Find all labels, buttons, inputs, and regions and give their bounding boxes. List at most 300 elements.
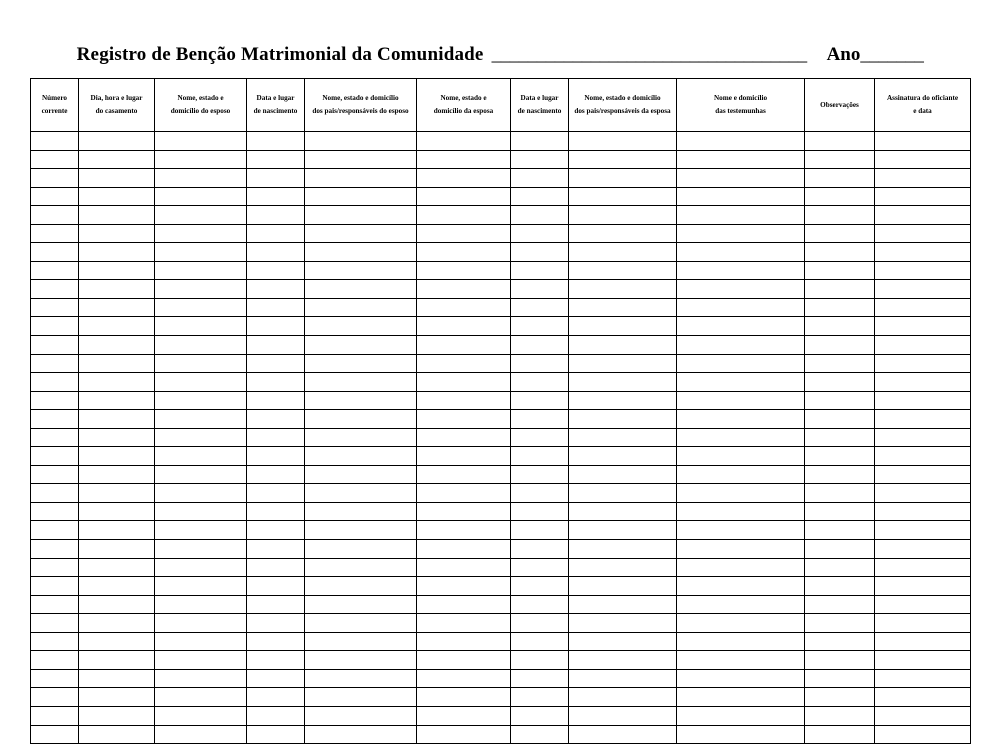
- cell-data-lugar-nascimento-esposo[interactable]: [247, 614, 305, 633]
- cell-dia-hora-lugar-casamento[interactable]: [79, 614, 155, 633]
- cell-numero-corrente[interactable]: [31, 725, 79, 744]
- cell-dia-hora-lugar-casamento[interactable]: [79, 521, 155, 540]
- cell-data-lugar-nascimento-esposo[interactable]: [247, 187, 305, 206]
- cell-nome-domicilio-testemunhas[interactable]: [677, 336, 805, 355]
- cell-nome-estado-domicilio-esposo[interactable]: [155, 669, 247, 688]
- cell-pais-responsaveis-esposa[interactable]: [569, 298, 677, 317]
- cell-assinatura-oficiante-data[interactable]: [875, 465, 971, 484]
- cell-data-lugar-nascimento-esposo[interactable]: [247, 577, 305, 596]
- cell-data-lugar-nascimento-esposo[interactable]: [247, 558, 305, 577]
- cell-nome-domicilio-testemunhas[interactable]: [677, 132, 805, 151]
- cell-data-lugar-nascimento-esposa[interactable]: [511, 150, 569, 169]
- cell-pais-responsaveis-esposa[interactable]: [569, 651, 677, 670]
- cell-observacoes[interactable]: [805, 651, 875, 670]
- cell-dia-hora-lugar-casamento[interactable]: [79, 558, 155, 577]
- cell-pais-responsaveis-esposo[interactable]: [305, 447, 417, 466]
- cell-dia-hora-lugar-casamento[interactable]: [79, 651, 155, 670]
- cell-pais-responsaveis-esposa[interactable]: [569, 447, 677, 466]
- cell-dia-hora-lugar-casamento[interactable]: [79, 688, 155, 707]
- cell-assinatura-oficiante-data[interactable]: [875, 261, 971, 280]
- cell-observacoes[interactable]: [805, 243, 875, 262]
- cell-nome-estado-domicilio-esposa[interactable]: [417, 354, 511, 373]
- cell-pais-responsaveis-esposa[interactable]: [569, 540, 677, 559]
- cell-dia-hora-lugar-casamento[interactable]: [79, 428, 155, 447]
- cell-pais-responsaveis-esposo[interactable]: [305, 428, 417, 447]
- cell-observacoes[interactable]: [805, 632, 875, 651]
- cell-nome-estado-domicilio-esposa[interactable]: [417, 410, 511, 429]
- cell-assinatura-oficiante-data[interactable]: [875, 669, 971, 688]
- cell-dia-hora-lugar-casamento[interactable]: [79, 632, 155, 651]
- cell-numero-corrente[interactable]: [31, 224, 79, 243]
- cell-assinatura-oficiante-data[interactable]: [875, 688, 971, 707]
- cell-dia-hora-lugar-casamento[interactable]: [79, 577, 155, 596]
- cell-numero-corrente[interactable]: [31, 187, 79, 206]
- cell-assinatura-oficiante-data[interactable]: [875, 354, 971, 373]
- cell-numero-corrente[interactable]: [31, 391, 79, 410]
- cell-nome-estado-domicilio-esposa[interactable]: [417, 391, 511, 410]
- cell-observacoes[interactable]: [805, 187, 875, 206]
- cell-observacoes[interactable]: [805, 206, 875, 225]
- cell-data-lugar-nascimento-esposo[interactable]: [247, 632, 305, 651]
- cell-data-lugar-nascimento-esposo[interactable]: [247, 651, 305, 670]
- cell-pais-responsaveis-esposa[interactable]: [569, 206, 677, 225]
- cell-data-lugar-nascimento-esposa[interactable]: [511, 132, 569, 151]
- cell-nome-domicilio-testemunhas[interactable]: [677, 428, 805, 447]
- cell-numero-corrente[interactable]: [31, 632, 79, 651]
- cell-numero-corrente[interactable]: [31, 336, 79, 355]
- cell-nome-domicilio-testemunhas[interactable]: [677, 373, 805, 392]
- cell-numero-corrente[interactable]: [31, 373, 79, 392]
- cell-observacoes[interactable]: [805, 614, 875, 633]
- cell-pais-responsaveis-esposo[interactable]: [305, 206, 417, 225]
- cell-nome-estado-domicilio-esposa[interactable]: [417, 651, 511, 670]
- cell-nome-domicilio-testemunhas[interactable]: [677, 243, 805, 262]
- cell-nome-estado-domicilio-esposa[interactable]: [417, 465, 511, 484]
- cell-nome-estado-domicilio-esposo[interactable]: [155, 688, 247, 707]
- cell-pais-responsaveis-esposo[interactable]: [305, 187, 417, 206]
- cell-data-lugar-nascimento-esposa[interactable]: [511, 317, 569, 336]
- cell-data-lugar-nascimento-esposa[interactable]: [511, 502, 569, 521]
- cell-dia-hora-lugar-casamento[interactable]: [79, 391, 155, 410]
- cell-data-lugar-nascimento-esposa[interactable]: [511, 354, 569, 373]
- cell-nome-domicilio-testemunhas[interactable]: [677, 410, 805, 429]
- cell-nome-estado-domicilio-esposo[interactable]: [155, 410, 247, 429]
- cell-numero-corrente[interactable]: [31, 354, 79, 373]
- cell-data-lugar-nascimento-esposa[interactable]: [511, 243, 569, 262]
- cell-nome-estado-domicilio-esposa[interactable]: [417, 447, 511, 466]
- cell-numero-corrente[interactable]: [31, 206, 79, 225]
- cell-data-lugar-nascimento-esposa[interactable]: [511, 632, 569, 651]
- cell-observacoes[interactable]: [805, 261, 875, 280]
- cell-data-lugar-nascimento-esposa[interactable]: [511, 577, 569, 596]
- cell-pais-responsaveis-esposo[interactable]: [305, 298, 417, 317]
- cell-nome-domicilio-testemunhas[interactable]: [677, 688, 805, 707]
- cell-dia-hora-lugar-casamento[interactable]: [79, 280, 155, 299]
- cell-numero-corrente[interactable]: [31, 540, 79, 559]
- cell-pais-responsaveis-esposa[interactable]: [569, 280, 677, 299]
- cell-data-lugar-nascimento-esposa[interactable]: [511, 410, 569, 429]
- cell-observacoes[interactable]: [805, 558, 875, 577]
- cell-numero-corrente[interactable]: [31, 651, 79, 670]
- cell-nome-estado-domicilio-esposo[interactable]: [155, 298, 247, 317]
- cell-pais-responsaveis-esposo[interactable]: [305, 688, 417, 707]
- cell-nome-domicilio-testemunhas[interactable]: [677, 595, 805, 614]
- cell-data-lugar-nascimento-esposo[interactable]: [247, 391, 305, 410]
- cell-assinatura-oficiante-data[interactable]: [875, 206, 971, 225]
- cell-dia-hora-lugar-casamento[interactable]: [79, 243, 155, 262]
- cell-data-lugar-nascimento-esposa[interactable]: [511, 614, 569, 633]
- cell-pais-responsaveis-esposo[interactable]: [305, 725, 417, 744]
- cell-pais-responsaveis-esposa[interactable]: [569, 725, 677, 744]
- cell-nome-estado-domicilio-esposo[interactable]: [155, 261, 247, 280]
- cell-pais-responsaveis-esposo[interactable]: [305, 280, 417, 299]
- cell-nome-domicilio-testemunhas[interactable]: [677, 206, 805, 225]
- cell-assinatura-oficiante-data[interactable]: [875, 150, 971, 169]
- cell-pais-responsaveis-esposo[interactable]: [305, 150, 417, 169]
- cell-nome-estado-domicilio-esposa[interactable]: [417, 336, 511, 355]
- cell-nome-estado-domicilio-esposo[interactable]: [155, 187, 247, 206]
- cell-pais-responsaveis-esposo[interactable]: [305, 261, 417, 280]
- cell-observacoes[interactable]: [805, 688, 875, 707]
- cell-data-lugar-nascimento-esposa[interactable]: [511, 373, 569, 392]
- cell-assinatura-oficiante-data[interactable]: [875, 336, 971, 355]
- cell-observacoes[interactable]: [805, 465, 875, 484]
- cell-observacoes[interactable]: [805, 373, 875, 392]
- cell-nome-estado-domicilio-esposa[interactable]: [417, 669, 511, 688]
- cell-numero-corrente[interactable]: [31, 150, 79, 169]
- cell-numero-corrente[interactable]: [31, 558, 79, 577]
- cell-pais-responsaveis-esposa[interactable]: [569, 132, 677, 151]
- cell-pais-responsaveis-esposa[interactable]: [569, 577, 677, 596]
- cell-nome-domicilio-testemunhas[interactable]: [677, 706, 805, 725]
- cell-assinatura-oficiante-data[interactable]: [875, 595, 971, 614]
- cell-data-lugar-nascimento-esposa[interactable]: [511, 447, 569, 466]
- cell-pais-responsaveis-esposo[interactable]: [305, 651, 417, 670]
- cell-assinatura-oficiante-data[interactable]: [875, 428, 971, 447]
- cell-pais-responsaveis-esposa[interactable]: [569, 391, 677, 410]
- cell-dia-hora-lugar-casamento[interactable]: [79, 298, 155, 317]
- cell-nome-domicilio-testemunhas[interactable]: [677, 725, 805, 744]
- cell-dia-hora-lugar-casamento[interactable]: [79, 169, 155, 188]
- cell-nome-domicilio-testemunhas[interactable]: [677, 540, 805, 559]
- cell-nome-estado-domicilio-esposo[interactable]: [155, 465, 247, 484]
- cell-data-lugar-nascimento-esposa[interactable]: [511, 336, 569, 355]
- cell-numero-corrente[interactable]: [31, 428, 79, 447]
- cell-dia-hora-lugar-casamento[interactable]: [79, 261, 155, 280]
- cell-nome-estado-domicilio-esposa[interactable]: [417, 484, 511, 503]
- cell-data-lugar-nascimento-esposo[interactable]: [247, 317, 305, 336]
- cell-nome-domicilio-testemunhas[interactable]: [677, 298, 805, 317]
- cell-pais-responsaveis-esposa[interactable]: [569, 410, 677, 429]
- cell-assinatura-oficiante-data[interactable]: [875, 614, 971, 633]
- cell-pais-responsaveis-esposa[interactable]: [569, 428, 677, 447]
- cell-pais-responsaveis-esposa[interactable]: [569, 243, 677, 262]
- cell-numero-corrente[interactable]: [31, 595, 79, 614]
- cell-pais-responsaveis-esposa[interactable]: [569, 558, 677, 577]
- cell-observacoes[interactable]: [805, 540, 875, 559]
- cell-nome-estado-domicilio-esposo[interactable]: [155, 521, 247, 540]
- cell-nome-estado-domicilio-esposo[interactable]: [155, 725, 247, 744]
- year-blank[interactable]: _______: [860, 44, 924, 65]
- cell-data-lugar-nascimento-esposo[interactable]: [247, 224, 305, 243]
- cell-assinatura-oficiante-data[interactable]: [875, 651, 971, 670]
- cell-observacoes[interactable]: [805, 354, 875, 373]
- cell-pais-responsaveis-esposo[interactable]: [305, 502, 417, 521]
- cell-dia-hora-lugar-casamento[interactable]: [79, 354, 155, 373]
- cell-observacoes[interactable]: [805, 391, 875, 410]
- cell-pais-responsaveis-esposa[interactable]: [569, 669, 677, 688]
- cell-nome-domicilio-testemunhas[interactable]: [677, 651, 805, 670]
- cell-observacoes[interactable]: [805, 336, 875, 355]
- cell-nome-estado-domicilio-esposa[interactable]: [417, 725, 511, 744]
- cell-data-lugar-nascimento-esposo[interactable]: [247, 410, 305, 429]
- cell-nome-estado-domicilio-esposa[interactable]: [417, 206, 511, 225]
- cell-assinatura-oficiante-data[interactable]: [875, 484, 971, 503]
- cell-nome-domicilio-testemunhas[interactable]: [677, 317, 805, 336]
- cell-assinatura-oficiante-data[interactable]: [875, 706, 971, 725]
- cell-data-lugar-nascimento-esposo[interactable]: [247, 243, 305, 262]
- cell-assinatura-oficiante-data[interactable]: [875, 725, 971, 744]
- cell-nome-estado-domicilio-esposo[interactable]: [155, 428, 247, 447]
- cell-observacoes[interactable]: [805, 317, 875, 336]
- cell-nome-estado-domicilio-esposa[interactable]: [417, 187, 511, 206]
- cell-pais-responsaveis-esposo[interactable]: [305, 540, 417, 559]
- cell-pais-responsaveis-esposo[interactable]: [305, 354, 417, 373]
- cell-numero-corrente[interactable]: [31, 688, 79, 707]
- cell-pais-responsaveis-esposa[interactable]: [569, 354, 677, 373]
- cell-dia-hora-lugar-casamento[interactable]: [79, 206, 155, 225]
- cell-data-lugar-nascimento-esposo[interactable]: [247, 484, 305, 503]
- cell-nome-estado-domicilio-esposo[interactable]: [155, 224, 247, 243]
- cell-nome-estado-domicilio-esposa[interactable]: [417, 169, 511, 188]
- cell-assinatura-oficiante-data[interactable]: [875, 169, 971, 188]
- cell-pais-responsaveis-esposo[interactable]: [305, 243, 417, 262]
- cell-data-lugar-nascimento-esposa[interactable]: [511, 224, 569, 243]
- cell-dia-hora-lugar-casamento[interactable]: [79, 410, 155, 429]
- cell-nome-estado-domicilio-esposa[interactable]: [417, 521, 511, 540]
- cell-dia-hora-lugar-casamento[interactable]: [79, 224, 155, 243]
- cell-pais-responsaveis-esposo[interactable]: [305, 595, 417, 614]
- cell-nome-estado-domicilio-esposa[interactable]: [417, 373, 511, 392]
- cell-assinatura-oficiante-data[interactable]: [875, 391, 971, 410]
- cell-numero-corrente[interactable]: [31, 706, 79, 725]
- cell-pais-responsaveis-esposa[interactable]: [569, 688, 677, 707]
- cell-nome-domicilio-testemunhas[interactable]: [677, 169, 805, 188]
- cell-data-lugar-nascimento-esposa[interactable]: [511, 540, 569, 559]
- cell-pais-responsaveis-esposa[interactable]: [569, 336, 677, 355]
- cell-nome-estado-domicilio-esposa[interactable]: [417, 150, 511, 169]
- cell-observacoes[interactable]: [805, 502, 875, 521]
- cell-pais-responsaveis-esposa[interactable]: [569, 373, 677, 392]
- cell-dia-hora-lugar-casamento[interactable]: [79, 317, 155, 336]
- cell-nome-estado-domicilio-esposo[interactable]: [155, 132, 247, 151]
- cell-nome-estado-domicilio-esposa[interactable]: [417, 632, 511, 651]
- cell-pais-responsaveis-esposa[interactable]: [569, 484, 677, 503]
- cell-data-lugar-nascimento-esposa[interactable]: [511, 725, 569, 744]
- cell-observacoes[interactable]: [805, 595, 875, 614]
- cell-nome-estado-domicilio-esposo[interactable]: [155, 243, 247, 262]
- cell-pais-responsaveis-esposa[interactable]: [569, 595, 677, 614]
- cell-pais-responsaveis-esposa[interactable]: [569, 465, 677, 484]
- cell-data-lugar-nascimento-esposo[interactable]: [247, 595, 305, 614]
- cell-nome-estado-domicilio-esposa[interactable]: [417, 558, 511, 577]
- cell-nome-domicilio-testemunhas[interactable]: [677, 632, 805, 651]
- cell-nome-domicilio-testemunhas[interactable]: [677, 447, 805, 466]
- cell-numero-corrente[interactable]: [31, 298, 79, 317]
- cell-data-lugar-nascimento-esposa[interactable]: [511, 169, 569, 188]
- cell-pais-responsaveis-esposo[interactable]: [305, 632, 417, 651]
- cell-assinatura-oficiante-data[interactable]: [875, 502, 971, 521]
- cell-data-lugar-nascimento-esposo[interactable]: [247, 669, 305, 688]
- cell-data-lugar-nascimento-esposo[interactable]: [247, 428, 305, 447]
- cell-dia-hora-lugar-casamento[interactable]: [79, 132, 155, 151]
- cell-assinatura-oficiante-data[interactable]: [875, 298, 971, 317]
- cell-numero-corrente[interactable]: [31, 169, 79, 188]
- cell-numero-corrente[interactable]: [31, 484, 79, 503]
- cell-nome-estado-domicilio-esposo[interactable]: [155, 391, 247, 410]
- cell-nome-domicilio-testemunhas[interactable]: [677, 354, 805, 373]
- cell-dia-hora-lugar-casamento[interactable]: [79, 484, 155, 503]
- cell-nome-estado-domicilio-esposa[interactable]: [417, 280, 511, 299]
- cell-nome-domicilio-testemunhas[interactable]: [677, 465, 805, 484]
- cell-dia-hora-lugar-casamento[interactable]: [79, 669, 155, 688]
- cell-data-lugar-nascimento-esposo[interactable]: [247, 150, 305, 169]
- cell-nome-domicilio-testemunhas[interactable]: [677, 614, 805, 633]
- cell-nome-estado-domicilio-esposa[interactable]: [417, 595, 511, 614]
- cell-data-lugar-nascimento-esposo[interactable]: [247, 261, 305, 280]
- cell-nome-estado-domicilio-esposa[interactable]: [417, 502, 511, 521]
- cell-pais-responsaveis-esposo[interactable]: [305, 521, 417, 540]
- cell-data-lugar-nascimento-esposo[interactable]: [247, 688, 305, 707]
- cell-dia-hora-lugar-casamento[interactable]: [79, 706, 155, 725]
- cell-pais-responsaveis-esposa[interactable]: [569, 169, 677, 188]
- cell-data-lugar-nascimento-esposa[interactable]: [511, 651, 569, 670]
- cell-data-lugar-nascimento-esposo[interactable]: [247, 540, 305, 559]
- cell-nome-estado-domicilio-esposo[interactable]: [155, 280, 247, 299]
- cell-nome-estado-domicilio-esposo[interactable]: [155, 150, 247, 169]
- cell-nome-estado-domicilio-esposo[interactable]: [155, 540, 247, 559]
- cell-data-lugar-nascimento-esposo[interactable]: [247, 206, 305, 225]
- cell-pais-responsaveis-esposo[interactable]: [305, 317, 417, 336]
- cell-nome-estado-domicilio-esposo[interactable]: [155, 484, 247, 503]
- cell-nome-estado-domicilio-esposo[interactable]: [155, 558, 247, 577]
- cell-nome-domicilio-testemunhas[interactable]: [677, 391, 805, 410]
- cell-numero-corrente[interactable]: [31, 502, 79, 521]
- cell-observacoes[interactable]: [805, 410, 875, 429]
- cell-data-lugar-nascimento-esposa[interactable]: [511, 706, 569, 725]
- cell-numero-corrente[interactable]: [31, 243, 79, 262]
- cell-nome-domicilio-testemunhas[interactable]: [677, 558, 805, 577]
- cell-data-lugar-nascimento-esposo[interactable]: [247, 336, 305, 355]
- cell-numero-corrente[interactable]: [31, 521, 79, 540]
- cell-data-lugar-nascimento-esposa[interactable]: [511, 280, 569, 299]
- cell-nome-estado-domicilio-esposo[interactable]: [155, 354, 247, 373]
- cell-numero-corrente[interactable]: [31, 447, 79, 466]
- cell-dia-hora-lugar-casamento[interactable]: [79, 465, 155, 484]
- cell-pais-responsaveis-esposa[interactable]: [569, 187, 677, 206]
- cell-numero-corrente[interactable]: [31, 132, 79, 151]
- cell-dia-hora-lugar-casamento[interactable]: [79, 447, 155, 466]
- cell-nome-estado-domicilio-esposo[interactable]: [155, 502, 247, 521]
- cell-nome-domicilio-testemunhas[interactable]: [677, 484, 805, 503]
- cell-assinatura-oficiante-data[interactable]: [875, 132, 971, 151]
- cell-nome-estado-domicilio-esposo[interactable]: [155, 706, 247, 725]
- cell-observacoes[interactable]: [805, 132, 875, 151]
- cell-numero-corrente[interactable]: [31, 465, 79, 484]
- cell-pais-responsaveis-esposo[interactable]: [305, 484, 417, 503]
- cell-nome-estado-domicilio-esposa[interactable]: [417, 317, 511, 336]
- cell-nome-estado-domicilio-esposa[interactable]: [417, 706, 511, 725]
- cell-nome-domicilio-testemunhas[interactable]: [677, 521, 805, 540]
- cell-dia-hora-lugar-casamento[interactable]: [79, 540, 155, 559]
- cell-nome-domicilio-testemunhas[interactable]: [677, 577, 805, 596]
- cell-pais-responsaveis-esposo[interactable]: [305, 224, 417, 243]
- cell-nome-estado-domicilio-esposo[interactable]: [155, 317, 247, 336]
- cell-observacoes[interactable]: [805, 725, 875, 744]
- cell-pais-responsaveis-esposa[interactable]: [569, 224, 677, 243]
- cell-data-lugar-nascimento-esposa[interactable]: [511, 298, 569, 317]
- cell-assinatura-oficiante-data[interactable]: [875, 540, 971, 559]
- cell-observacoes[interactable]: [805, 428, 875, 447]
- cell-pais-responsaveis-esposo[interactable]: [305, 410, 417, 429]
- cell-pais-responsaveis-esposo[interactable]: [305, 706, 417, 725]
- cell-dia-hora-lugar-casamento[interactable]: [79, 150, 155, 169]
- cell-nome-estado-domicilio-esposa[interactable]: [417, 577, 511, 596]
- cell-dia-hora-lugar-casamento[interactable]: [79, 336, 155, 355]
- cell-data-lugar-nascimento-esposa[interactable]: [511, 558, 569, 577]
- cell-data-lugar-nascimento-esposa[interactable]: [511, 206, 569, 225]
- cell-nome-estado-domicilio-esposo[interactable]: [155, 577, 247, 596]
- cell-observacoes[interactable]: [805, 280, 875, 299]
- cell-assinatura-oficiante-data[interactable]: [875, 187, 971, 206]
- cell-assinatura-oficiante-data[interactable]: [875, 373, 971, 392]
- cell-pais-responsaveis-esposa[interactable]: [569, 150, 677, 169]
- cell-pais-responsaveis-esposo[interactable]: [305, 169, 417, 188]
- cell-nome-estado-domicilio-esposa[interactable]: [417, 261, 511, 280]
- cell-pais-responsaveis-esposo[interactable]: [305, 373, 417, 392]
- cell-pais-responsaveis-esposo[interactable]: [305, 465, 417, 484]
- cell-data-lugar-nascimento-esposo[interactable]: [247, 354, 305, 373]
- cell-data-lugar-nascimento-esposo[interactable]: [247, 465, 305, 484]
- cell-pais-responsaveis-esposa[interactable]: [569, 261, 677, 280]
- cell-numero-corrente[interactable]: [31, 261, 79, 280]
- cell-data-lugar-nascimento-esposa[interactable]: [511, 688, 569, 707]
- cell-data-lugar-nascimento-esposa[interactable]: [511, 484, 569, 503]
- cell-observacoes[interactable]: [805, 169, 875, 188]
- cell-data-lugar-nascimento-esposa[interactable]: [511, 391, 569, 410]
- cell-nome-estado-domicilio-esposo[interactable]: [155, 336, 247, 355]
- cell-data-lugar-nascimento-esposo[interactable]: [247, 502, 305, 521]
- cell-numero-corrente[interactable]: [31, 614, 79, 633]
- cell-assinatura-oficiante-data[interactable]: [875, 577, 971, 596]
- cell-nome-domicilio-testemunhas[interactable]: [677, 224, 805, 243]
- cell-nome-domicilio-testemunhas[interactable]: [677, 502, 805, 521]
- cell-nome-estado-domicilio-esposo[interactable]: [155, 206, 247, 225]
- cell-assinatura-oficiante-data[interactable]: [875, 558, 971, 577]
- cell-data-lugar-nascimento-esposa[interactable]: [511, 521, 569, 540]
- cell-pais-responsaveis-esposa[interactable]: [569, 317, 677, 336]
- cell-observacoes[interactable]: [805, 224, 875, 243]
- cell-nome-estado-domicilio-esposa[interactable]: [417, 540, 511, 559]
- cell-nome-estado-domicilio-esposo[interactable]: [155, 632, 247, 651]
- cell-data-lugar-nascimento-esposa[interactable]: [511, 595, 569, 614]
- cell-assinatura-oficiante-data[interactable]: [875, 243, 971, 262]
- cell-data-lugar-nascimento-esposo[interactable]: [247, 706, 305, 725]
- cell-pais-responsaveis-esposa[interactable]: [569, 632, 677, 651]
- cell-nome-estado-domicilio-esposo[interactable]: [155, 447, 247, 466]
- cell-pais-responsaveis-esposo[interactable]: [305, 336, 417, 355]
- cell-dia-hora-lugar-casamento[interactable]: [79, 187, 155, 206]
